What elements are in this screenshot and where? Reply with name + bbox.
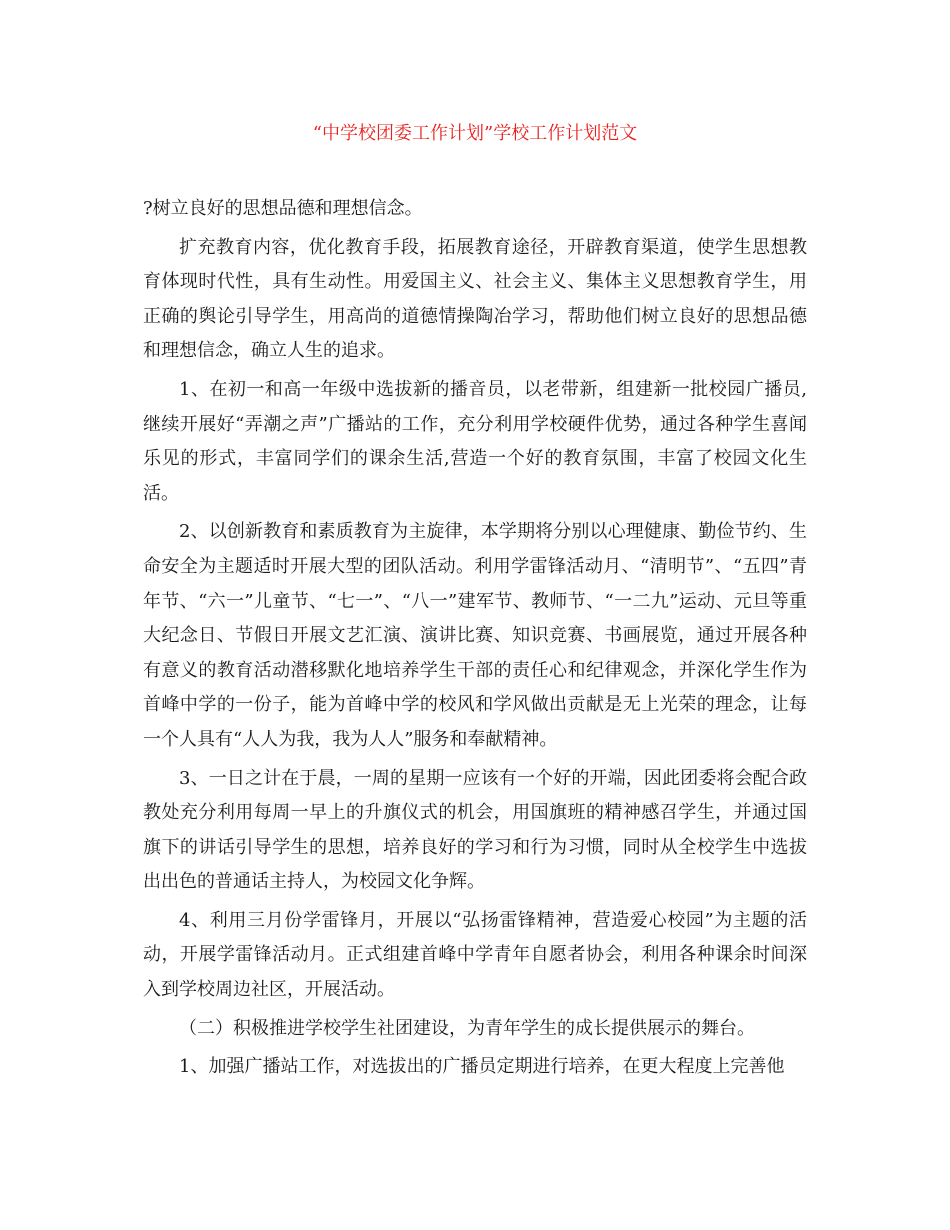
document-body <box>143 192 807 1089</box>
paragraph-intro: ?树立良好的思想品德和理想信念。 <box>143 198 423 219</box>
paragraph-education-content: 扩充教育内容，优化教育手段，拓展教育途径，开辟教育渠道，使学生思想教育体现时代性，具有生动性。用爱国主义、社会主义、集体主义思想教育学生，用正确的舆论引导学生，用高尚的道德情操陶冶学习，帮助他们树立良好的思想品德和理想信念，确立人生的追求。 <box>143 236 807 362</box>
paragraph-item-2-activities: 2、以创新教育和素质教育为主旋律，本学期将分别以心理健康、勤俭节约、生命安全为主题适时开展大型的团队活动。利用学雷锋活动月、“清明节”、“五四”青年节、“六一”儿童节、“七一”、“八一”建军节、教师节、“一二九”运动、元旦等重大纪念日、节假日开展文艺汇演、演讲比赛、知识竞赛、书画展览，通过开展各种有意义的教育活动潜移默化地培养学生干部的责任心和纪律观念，并深化学生作为首峰中学的一份子，能为首峰中学的校风和学风做出贡献是无上光荣的理念，让每一个人具有“人人为我，我为人人”服务和奉献精神。 <box>143 521 807 750</box>
paragraph-item-3-flag-ceremony: 3、一日之计在于晨，一周的星期一应该有一个好的开端，因此团委将会配合政教处充分利用每周一早上的升旗仪式的机会，用国旗班的精神感召学生，并通过国旗下的讲话引导学生的思想，培养良好的学习和行为习惯，同时从全校学生中选拔出出色的普通话主持人，为校园文化争辉。 <box>143 767 807 893</box>
paragraph-item-1-broadcast-training: 1、加强广播站工作，对选拔出的广播员定期进行培养，在更大程度上完善他 <box>179 1056 785 1078</box>
document-title: “中学校团委工作计划”学校工作计划范文 <box>312 123 638 144</box>
section-heading-clubs: （二）积极推进学校学生社团建设，为青年学生的成长提供展示的舞台。 <box>179 1017 755 1039</box>
paragraph-item-4-lei-feng: 4、利用三月份学雷锋月，开展以“弘扬雷锋精神，营造爱心校园”为主题的活动，开展学雷锋活动月。正式组建首峰中学青年自愿者协会，利用各种课余时间深入到学校周边社区，开展活动。 <box>143 909 807 1001</box>
paragraph-item-1-broadcast: 1、在初一和高一年级中选拔新的播音员，以老带新，组建新一批校园广播员,继续开展好“弄潮之声”广播站的工作，充分利用学校硬件优势，通过各种学生喜闻乐见的形式，丰富同学们的课余生活,营造一个好的教育氛围，丰富了校园文化生活。 <box>143 378 807 504</box>
